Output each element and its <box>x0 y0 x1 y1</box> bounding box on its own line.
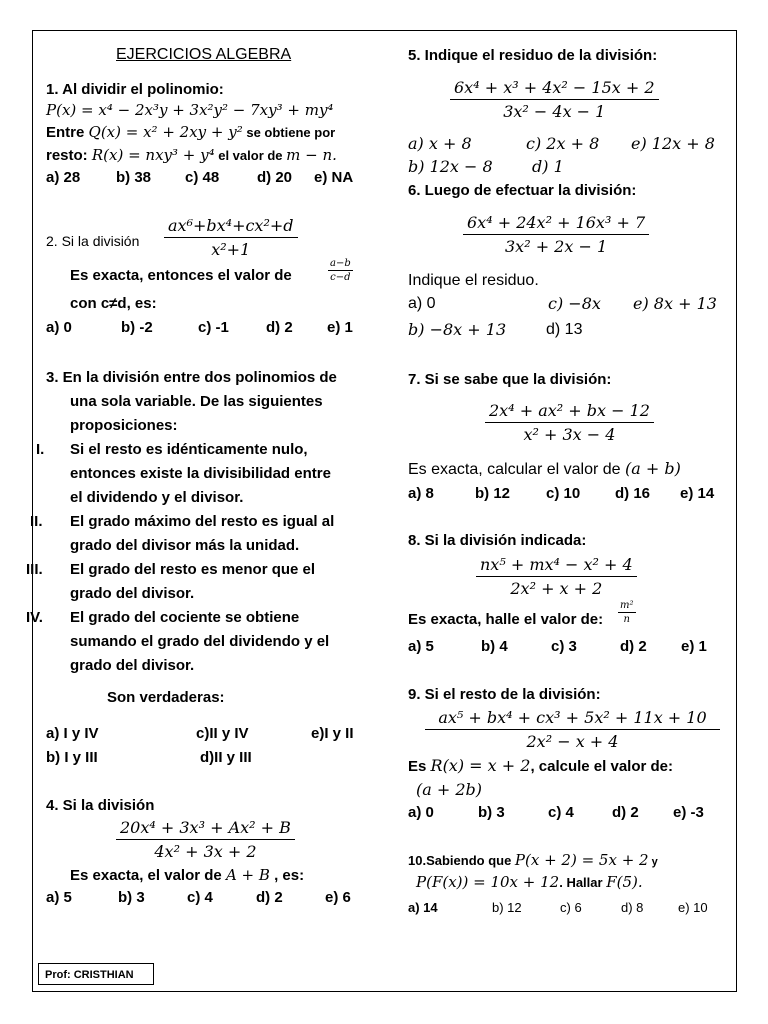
p4-opt-e: e) 6 <box>325 889 351 906</box>
p7-line2: Es exacta, calcular el valor de (a + b) <box>408 459 681 478</box>
p9-line2: Es R(x) = x + 2, calcule el valor de: <box>408 756 674 775</box>
p2-opt-c: c) -1 <box>198 319 229 336</box>
p6-fraction: $\frac{\text{6x⁴ + 24x² + 16x³ + 7}}{\text{3x² + 2x − 1}}$ <box>463 213 649 256</box>
p6-opt-c: c) −8x <box>548 294 601 313</box>
p10-opt-d: d) 8 <box>621 900 644 915</box>
p6-opt-e: e) 8x + 13 <box>633 294 717 313</box>
p7-opt-b: b) 12 <box>475 485 511 502</box>
page-title: EJERCICIOS ALGEBRA <box>116 46 292 63</box>
p9-fraction: $\frac{\text{ax⁵ + bx⁴ + cx³ + 5x² + 11x + 10}}{\text{2x² − x + 4}}$ <box>425 708 720 751</box>
p9-lead: 9. Si el resto de la división: <box>408 686 601 703</box>
p9-opt-e: e) -3 <box>673 804 704 821</box>
p3-item2-num: II. <box>30 513 43 530</box>
p1-opt-c: c) 48 <box>185 169 220 186</box>
p3-line1: 3. En la división entre dos polinomios de <box>46 369 337 386</box>
p1-opt-e: e) NA <box>314 169 354 186</box>
p2-fraction: $\frac{\text{ax⁶+bx⁴+cx²+d}}{\text{x²+1}}$ <box>164 216 298 259</box>
p9-opt-d: d) 2 <box>612 804 639 821</box>
p4-fraction: $\frac{\text{20x⁴ + 3x³ + Ax² + B}}{\text{4x² + 3x + 2}}$ <box>116 818 295 861</box>
p2-opt-b: b) -2 <box>121 319 153 336</box>
p8-opt-e: e) 1 <box>681 638 707 655</box>
p5-opt-d: d) 1 <box>532 157 564 176</box>
p3-item3-l2: grado del divisor. <box>70 585 195 602</box>
p1-line1: 1. Al dividir el polinomio: <box>46 81 224 98</box>
p3-verdaderas: Son verdaderas: <box>107 689 225 706</box>
p3-item3-l1: El grado del resto es menor que el <box>70 561 316 578</box>
p4-opt-c: c) 4 <box>187 889 213 906</box>
p8-fraction: $\frac{\text{nx⁵ + mx⁴ − x² + 4}}{\text{2x² + x + 2}}$ <box>476 555 637 598</box>
p9-opt-a: a) 0 <box>408 804 434 821</box>
p3-item1-l3: el dividendo y el divisor. <box>70 489 244 506</box>
p6-opt-a: a) 0 <box>408 295 436 312</box>
p1-opt-a: a) 28 <box>46 169 81 186</box>
p8-opt-d: d) 2 <box>620 638 647 655</box>
p5-opt-c: c) 2x + 8 <box>526 134 600 153</box>
p3-opt-b: b) I y III <box>46 749 98 766</box>
p3-line3: proposiciones: <box>70 417 178 434</box>
p7-opt-e: e) 14 <box>680 485 715 502</box>
p9-opt-c: c) 4 <box>548 804 574 821</box>
p8-small-fraction: $\frac{\text{m²}}{n}$ <box>620 600 634 625</box>
p9-opt-b: b) 3 <box>478 804 505 821</box>
p3-line2: una sola variable. De las siguientes <box>70 393 323 410</box>
p5-lead: 5. Indique el residuo de la división: <box>408 47 658 64</box>
p2-small-fraction: $\frac{a-b}{c-d}$ <box>330 258 351 283</box>
p8-line2: Es exacta, halle el valor de: <box>408 611 604 628</box>
p7-opt-d: d) 16 <box>615 485 651 502</box>
p10-opt-b: b) 12 <box>492 900 522 915</box>
p10-line1: 10.Sabiendo que P(x + 2) = 5x + 2 y <box>408 851 658 869</box>
p2-opt-a: a) 0 <box>46 319 72 336</box>
p6-opt-d: d) 13 <box>546 321 583 338</box>
p8-lead: 8. Si la división indicada: <box>408 532 587 549</box>
p4-opt-a: a) 5 <box>46 889 72 906</box>
p5-opt-b: b) 12x − 8 <box>408 157 493 176</box>
p3-opt-a: a) I y IV <box>46 725 99 742</box>
p3-item2-l1: El grado máximo del resto es igual al <box>70 513 335 530</box>
p7-lead: 7. Si se sabe que la división: <box>408 371 612 388</box>
p10-opt-c: c) 6 <box>560 900 582 915</box>
p2-line2: Es exacta, entonces el valor de <box>70 267 292 284</box>
p7-opt-c: c) 10 <box>546 485 581 502</box>
p3-item4-l3: grado del divisor. <box>70 657 195 674</box>
p3-opt-d: d)II y III <box>200 749 252 766</box>
p1-opt-b: b) 38 <box>116 169 152 186</box>
p2-line3: con c≠d, es: <box>70 295 157 312</box>
author-box: Prof: CRISTHIAN <box>38 963 154 985</box>
p2-opt-d: d) 2 <box>266 319 293 336</box>
p3-item1-l1: Si el resto es idénticamente nulo, <box>70 441 308 458</box>
p3-opt-c: c)II y IV <box>196 725 249 742</box>
p9-line3: (a + 2b) <box>416 780 483 799</box>
p2-lead: 2. Si la división <box>46 233 140 249</box>
p8-opt-a: a) 5 <box>408 638 434 655</box>
p7-opt-a: a) 8 <box>408 485 434 502</box>
p10-opt-e: e) 10 <box>678 900 708 915</box>
p3-item2-l2: grado del divisor más la unidad. <box>70 537 300 554</box>
p3-item1-l2: entonces existe la divisibilidad entre <box>70 465 331 482</box>
p3-item4-l1: El grado del cociente se obtiene <box>70 609 300 626</box>
p1-polynomial: P(x) = x⁴ − 2x³y + 3x²y² − 7xy³ + my⁴ <box>46 101 334 119</box>
p4-opt-b: b) 3 <box>118 889 145 906</box>
p3-item4-num: IV. <box>26 609 43 626</box>
p6-lead: 6. Luego de efectuar la división: <box>408 182 637 199</box>
p3-opt-e: e)I y II <box>311 725 354 742</box>
p10-opt-a: a) 14 <box>408 900 438 915</box>
p4-lead: 4. Si la división <box>46 797 155 814</box>
p1-line4: resto: R(x) = nxy³ + y⁴ el valor de m − n. <box>46 146 337 164</box>
p5-fraction: $\frac{\text{6x⁴ + x³ + 4x² − 15x + 2}}{\text{3x² − 4x − 1}}$ <box>450 78 659 121</box>
p6-line2: Indique el residuo. <box>408 272 539 289</box>
p8-opt-c: c) 3 <box>551 638 577 655</box>
p3-item4-l2: sumando el grado del dividendo y el <box>70 633 330 650</box>
p2-opt-e: e) 1 <box>327 319 353 336</box>
p6-opt-b: b) −8x + 13 <box>408 320 507 339</box>
p4-line2: Es exacta, el valor de A + B , es: <box>70 866 305 884</box>
p1-line3: Entre Q(x) = x² + 2xy + y² se obtiene por <box>46 123 336 141</box>
p10-line2: P(F(x)) = 10x + 12. Hallar F(5). <box>416 873 643 891</box>
p4-opt-d: d) 2 <box>256 889 283 906</box>
p5-opt-a: a) x + 8 <box>408 134 472 153</box>
p3-item1-num: I. <box>36 441 45 458</box>
p7-fraction: $\frac{\text{2x⁴ + ax² + bx − 12}}{\text{x² + 3x − 4}}$ <box>485 401 654 444</box>
p5-opt-e: e) 12x + 8 <box>631 134 715 153</box>
p3-item3-num: III. <box>26 561 43 578</box>
p1-opt-d: d) 20 <box>257 169 293 186</box>
p8-opt-b: b) 4 <box>481 638 508 655</box>
